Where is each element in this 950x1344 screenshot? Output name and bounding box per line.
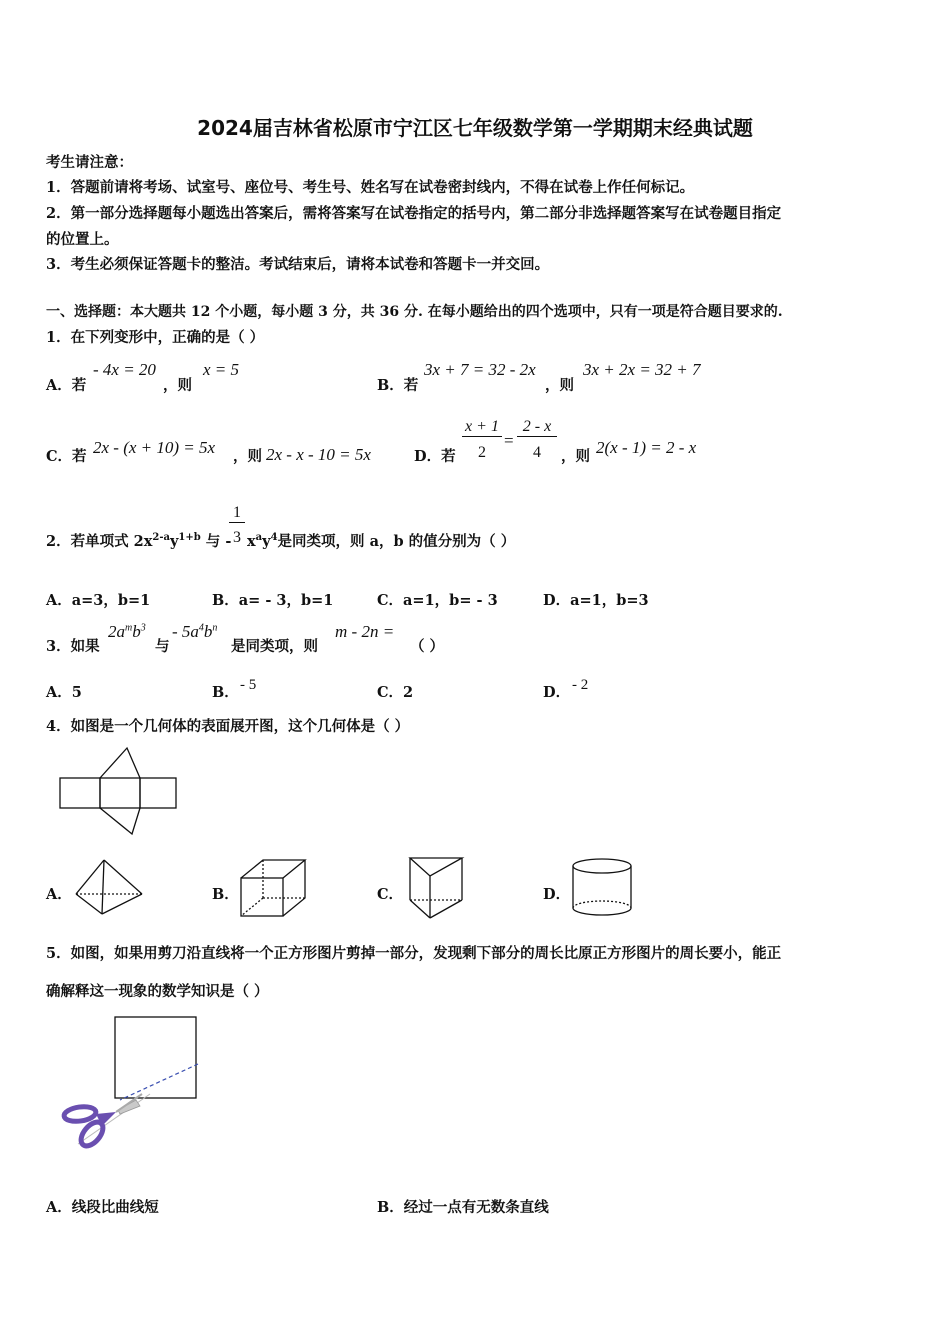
q1-option-c-label: C．若: [46, 448, 87, 465]
q1-option-a-eq1: - 4x = 20: [93, 360, 156, 379]
q1-option-c-then: ，则: [233, 448, 262, 465]
q1-option-a-eq2: x = 5: [203, 360, 240, 379]
q3-option-d-label: D．: [543, 684, 571, 701]
q1-d-frac2-num: 2 - x: [517, 418, 557, 437]
q3-option-b-value: - 5: [240, 677, 257, 693]
q1-d-equals: =: [504, 431, 514, 450]
q2-option-b: B．a= - 3，b=1: [212, 592, 334, 609]
q4-option-d: D．: [543, 886, 571, 903]
q1-option-a-then: ，则: [163, 377, 192, 394]
q3-expression: m - 2n =: [335, 622, 395, 641]
q3-stem-c: 是同类项，则: [231, 638, 318, 655]
page-title: 2024届吉林省松原市宁江区七年级数学第一学期期末经典试题: [197, 116, 753, 140]
section-heading: 一、选择题：本大题共 12 个小题，每小题 3 分，共 36 分. 在每小题给出的四个选项中，只有一项是符合题目要求的.: [46, 304, 783, 320]
q4-stem: 4．如图是一个几何体的表面展开图，这个几何体是（ ）: [46, 718, 410, 735]
q2-option-c: C．a=1，b= - 3: [377, 592, 498, 609]
q1-option-c-eq2: 2x - x - 10 = 5x: [266, 445, 371, 464]
q5-square-scissors-figure: [58, 1014, 208, 1154]
q4-option-a: A．: [46, 886, 72, 903]
q3-monomial-1: $2a^mb^3$: [108, 622, 146, 641]
q1-stem: 1．在下列变形中，正确的是（ ）: [46, 329, 265, 346]
q3-option-d-value: - 2: [572, 677, 589, 693]
q2-frac-den: 3: [233, 529, 241, 546]
q1-d-frac2-den: 4: [533, 444, 541, 461]
q3-option-c: C．2: [377, 684, 414, 701]
q3-monomial-2: - $5a^4b^n$: [172, 622, 218, 641]
q4-option-b-cube-figure: [238, 858, 308, 920]
q1-option-d-label: D．若: [414, 448, 456, 465]
q2-stem: 2．若单项式 $2x^{2-a}y^{1+b}$ 与 -: [46, 532, 232, 550]
q5-option-a: A．线段比曲线短: [46, 1199, 159, 1216]
q1-option-a-label: A．若: [46, 377, 87, 394]
q5-option-b: B．经过一点有无数条直线: [377, 1199, 549, 1216]
q5-stem-line2: 确解释这一现象的数学知识是（ ）: [46, 983, 269, 1000]
q1-d-frac1-num: x + 1: [462, 418, 502, 437]
q2-frac-num: 1: [229, 504, 245, 523]
q2-stem-rest: $x^ay^4$是同类项，则 a，b 的值分别为（ ）: [247, 532, 516, 550]
square-shape: [115, 1017, 196, 1098]
q1-option-b-eq1: 3x + 7 = 32 - 2x: [424, 360, 536, 379]
q4-option-b: B．: [212, 886, 239, 903]
q1-d-frac1-den: 2: [478, 444, 486, 461]
q3-stem-b: 与: [155, 638, 170, 655]
q4-option-d-cylinder-figure: [570, 856, 636, 920]
q1-option-b-label: B．若: [377, 377, 419, 394]
q1-option-d-eq2: 2(x - 1) = 2 - x: [596, 438, 697, 457]
q1-option-b-eq2: 3x + 2x = 32 + 7: [583, 360, 701, 379]
q5-stem-line1: 5．如图，如果用剪刀沿直线将一个正方形图片剪掉一部分，发现剩下部分的周长比原正方形图片的周长要小，能正: [46, 945, 782, 962]
q2-option-a: A．a=3，b=1: [46, 592, 151, 609]
q1-option-c-eq1: 2x - (x + 10) = 5x: [93, 438, 216, 457]
scissors-icon: [63, 1094, 150, 1150]
q3-stem-a: 3．如果: [46, 638, 100, 655]
q4-option-c: C．: [377, 886, 404, 903]
q4-option-c-prism-figure: [406, 854, 468, 920]
q3-option-a: A．5: [46, 684, 82, 701]
notice-heading: 考生请注意：: [46, 154, 133, 171]
q3-option-b-label: B．: [212, 684, 239, 701]
q1-option-b-then: ，则: [545, 377, 574, 394]
cut-line: [120, 1064, 198, 1100]
notice-item-1: 1．答题前请将考场、试室号、座位号、考生号、姓名写在试卷密封线内，不得在试卷上作任何标记。: [46, 179, 695, 196]
q4-net-figure: [58, 746, 180, 836]
notice-item-2-cont: 的位置上。: [46, 231, 119, 248]
notice-item-2: 2．第一部分选择题每小题选出答案后，需将答案写在试卷指定的括号内，第二部分非选择题答案写在试卷题目指定: [46, 205, 782, 222]
notice-item-3: 3．考生必须保证答题卡的整洁。考试结束后，请将本试卷和答题卡一并交回。: [46, 256, 550, 273]
q1-option-d-then: ，则: [561, 448, 590, 465]
q3-stem-d: （ ）: [410, 638, 445, 655]
q4-option-a-pyramid-figure: [72, 858, 144, 918]
q2-option-d: D．a=1，b=3: [543, 592, 649, 609]
